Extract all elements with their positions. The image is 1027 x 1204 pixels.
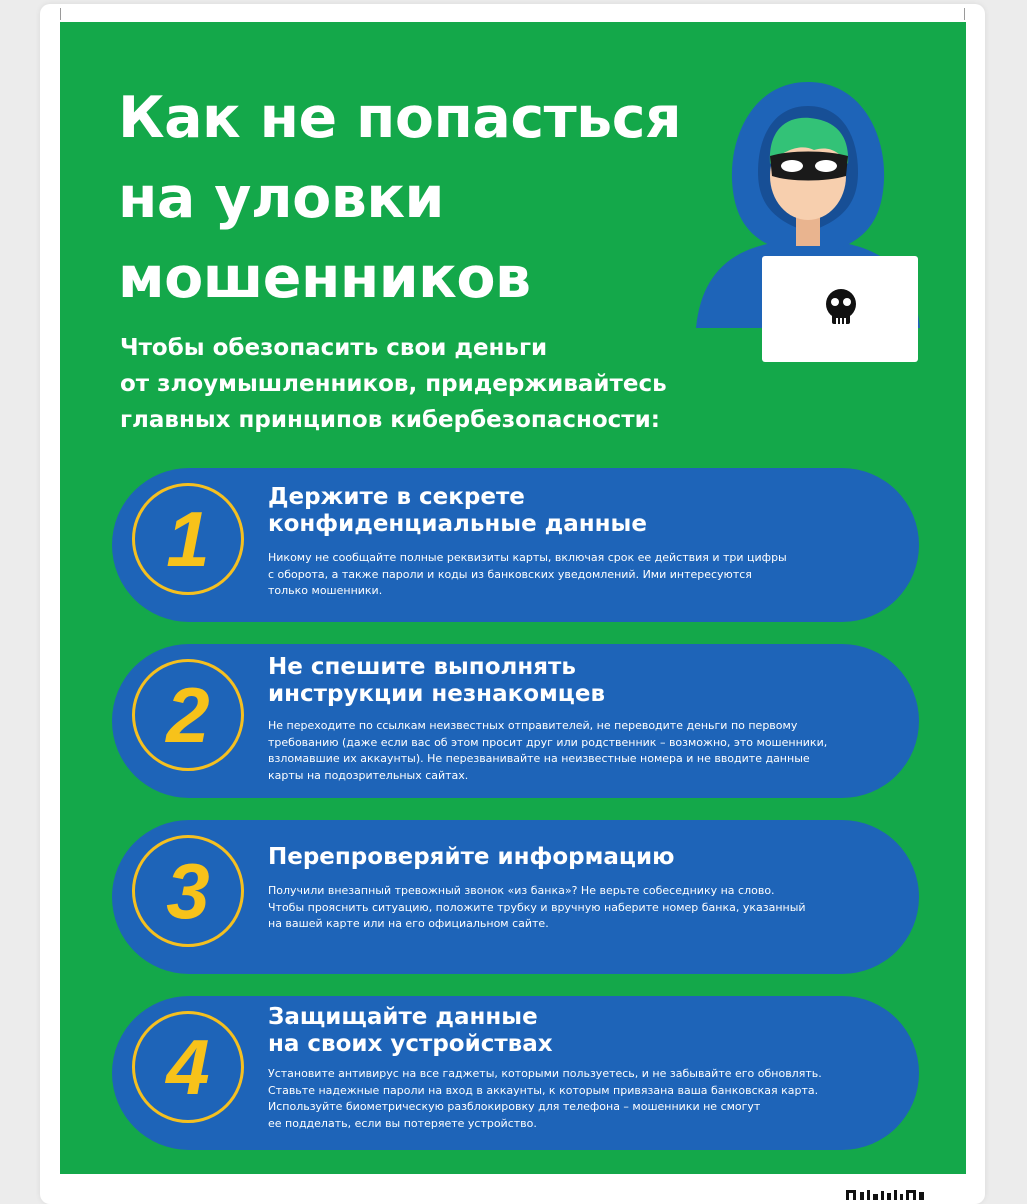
rule-description-line: карты на подозрительных сайтах. [268, 768, 469, 782]
rule-title-line: Держите в секрете [268, 484, 525, 510]
rule-description-line: требованию (даже если вас об этом просит друг или родственник – возможно, это мошенники, [268, 735, 828, 749]
rule-content [268, 1004, 888, 1132]
rule-description-line: Установите антивирус на все гаджеты, которыми пользуетесь, и не забывайте его обновлять. [268, 1067, 822, 1080]
number-badge [132, 483, 244, 595]
title-line: на уловки [118, 165, 444, 231]
poster-subtitle [120, 330, 667, 438]
rule-number: 3 [166, 847, 210, 935]
rule-number: 4 [166, 1023, 210, 1111]
rule-description-line: Ставьте надежные пароли на вход в аккаунты, к которым привязана ваша банковская карта. [268, 1083, 819, 1097]
rule-description-line: взломавшие их аккаунты). Не перезванивайте на неизвестные номера и не вводите данные [268, 752, 810, 765]
rule-title-line: инструкции незнакомцев [268, 681, 606, 707]
poster [60, 22, 966, 1174]
rule-title-line: Не спешите выполнять [268, 654, 576, 680]
rule-card-1 [112, 468, 919, 622]
rule-description-line: на вашей карте или на его официальном сайте. [268, 917, 549, 930]
number-badge [132, 659, 244, 771]
rule-title-line: Защищайте данные [268, 1004, 538, 1030]
rule-content [268, 844, 888, 933]
title-line: Как не попасться [118, 85, 682, 151]
rule-description-line: с оборота, а также пароли и коды из банковских уведомлений. Ими интересуются [268, 567, 752, 581]
rule-description-line: Используйте биометрическую разблокировку для телефона – мошенники не смогут [268, 1100, 761, 1113]
rule-card-4 [112, 996, 919, 1150]
rule-title [268, 654, 888, 708]
rule-description [268, 883, 888, 933]
rule-description-line: ее подделать, если вы потеряете устройство. [268, 1116, 537, 1130]
rule-description [268, 1066, 888, 1132]
subtitle-line: от злоумышленников, придерживайтесь [120, 371, 667, 397]
rule-title-line: на своих устройствах [268, 1031, 553, 1057]
number-badge [132, 1011, 244, 1123]
rule-content [268, 484, 888, 600]
rule-description-line: только мошенники. [268, 584, 383, 597]
rule-description-line: Чтобы прояснить ситуацию, положите трубку и вручную наберите номер банка, указанный [268, 900, 806, 914]
rule-description [268, 550, 888, 600]
rule-number: 1 [166, 495, 210, 583]
rule-title-line: конфиденциальные данные [268, 511, 647, 537]
subtitle-line: Чтобы обезопасить свои деньги [120, 335, 548, 361]
crop-mark-left [60, 8, 61, 20]
qr-code-icon [846, 1190, 926, 1200]
rule-title-line: Перепроверяйте информацию [268, 844, 675, 870]
hacker-illustration [692, 80, 924, 370]
rule-content [268, 654, 888, 784]
number-badge [132, 835, 244, 947]
rule-card-2 [112, 644, 919, 798]
rule-title [268, 844, 888, 871]
subtitle-line: главных принципов кибербезопасности: [120, 407, 660, 433]
rule-description-line: Получили внезапный тревожный звонок «из банка»? Не верьте собеседнику на слово. [268, 884, 775, 897]
rule-title [268, 1004, 888, 1058]
rule-title [268, 484, 888, 538]
rule-number: 2 [166, 671, 210, 759]
rule-card-3 [112, 820, 919, 974]
rule-description-line: Никому не сообщайте полные реквизиты карты, включая срок ее действия и три цифры [268, 551, 787, 564]
title-line: мошенников [118, 245, 531, 311]
rule-description-line: Не переходите по ссылкам неизвестных отправителей, не переводите деньги по первому [268, 719, 798, 732]
poster-title [118, 78, 681, 318]
rule-description [268, 718, 888, 784]
crop-mark-right [964, 8, 965, 20]
